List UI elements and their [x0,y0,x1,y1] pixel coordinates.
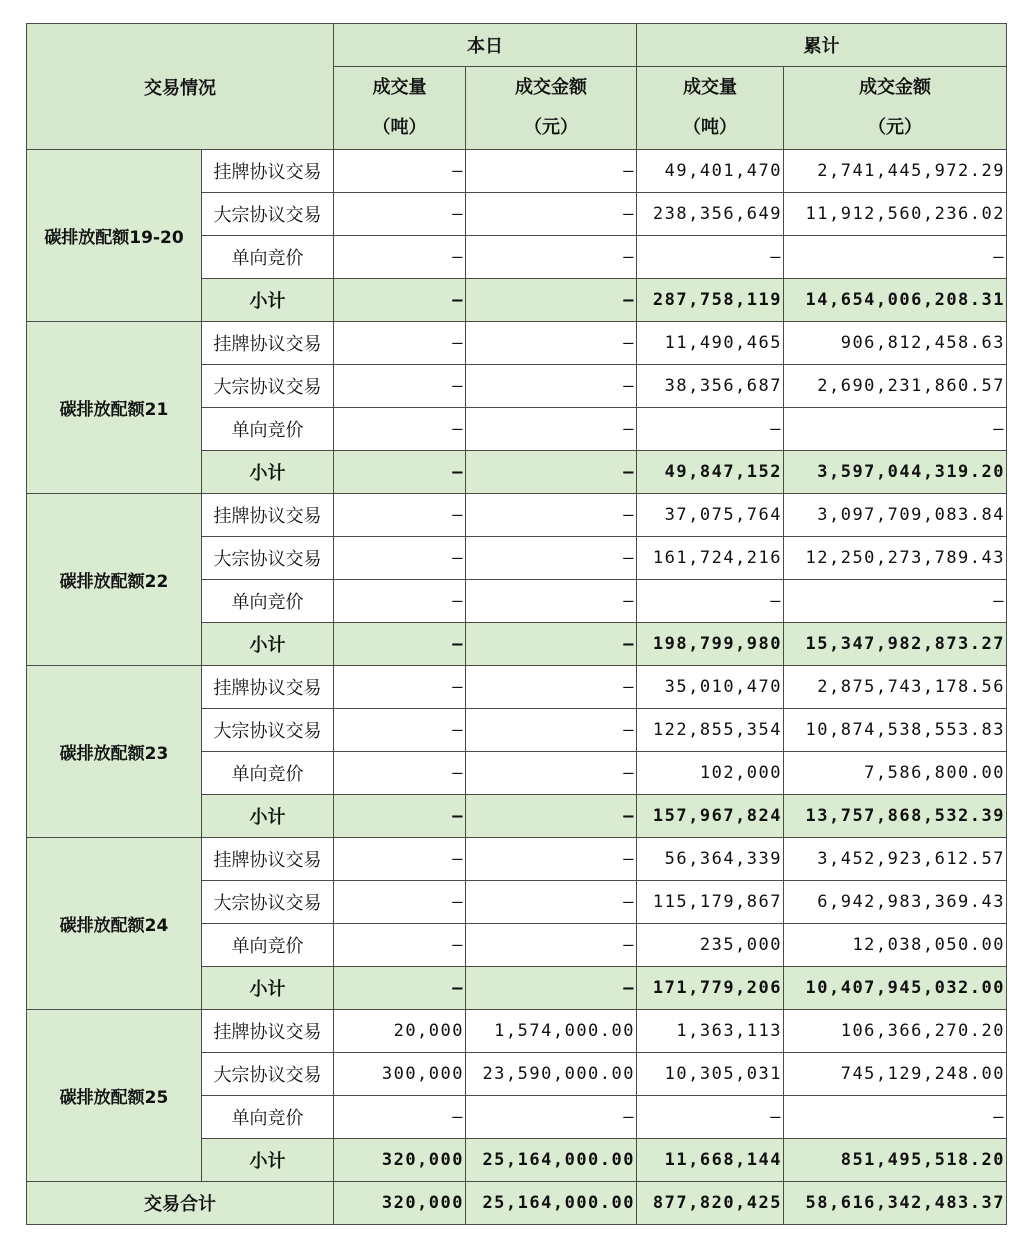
cumulative-amount-cell: 106,366,270.20 [784,1010,1007,1053]
header-amount-unit: （元） [524,117,578,138]
today-amount-cell: – [466,150,637,193]
cumulative-volume-cell: 122,855,354 [637,709,784,752]
trade-type: 大宗协议交易 [202,1053,334,1096]
cumulative-volume-cell: – [637,1096,784,1139]
cumulative-volume-cell: 1,363,113 [637,1010,784,1053]
trade-type: 挂牌协议交易 [202,494,334,537]
group-name: 碳排放配额24 [27,838,202,1010]
today-volume-cell: – [334,494,466,537]
table-body [27,150,1007,1182]
group-name: 碳排放配额19-20 [27,150,202,322]
table-row [27,1010,1007,1053]
today-volume-cell: – [334,924,466,967]
cumulative-volume-cell: 35,010,470 [637,666,784,709]
today-amount-cell: – [466,666,637,709]
cumulative-volume-cell: 238,356,649 [637,193,784,236]
today-volume-cell: – [334,967,466,1010]
header-volume-label: 成交量 [683,77,737,98]
cumulative-volume-cell: 157,967,824 [637,795,784,838]
cumulative-amount-cell: 906,812,458.63 [784,322,1007,365]
header-amount-label: 成交金额 [859,77,931,98]
cumulative-volume-cell: 235,000 [637,924,784,967]
header-today-volume [334,67,466,150]
today-volume-cell: – [334,881,466,924]
today-volume-cell: 320,000 [334,1139,466,1182]
cumulative-amount-cell: 11,912,560,236.02 [784,193,1007,236]
header-volume-unit: （吨） [372,117,427,138]
today-amount-cell: – [466,236,637,279]
cumulative-amount-cell: 2,741,445,972.29 [784,150,1007,193]
trade-type: 单向竞价 [202,236,334,279]
today-amount-cell: – [466,193,637,236]
trade-type: 挂牌协议交易 [202,838,334,881]
cumulative-volume-cell: 49,847,152 [637,451,784,494]
group-name: 碳排放配额22 [27,494,202,666]
cumulative-amount-cell: 14,654,006,208.31 [784,279,1007,322]
today-volume-cell: – [334,1096,466,1139]
header-volume-label: 成交量 [372,77,427,98]
trade-type: 单向竞价 [202,408,334,451]
today-amount-cell: – [466,537,637,580]
header-amount-unit: （元） [868,117,922,138]
cumulative-volume-cell: 115,179,867 [637,881,784,924]
today-volume-cell: – [334,150,466,193]
group-name: 碳排放配额25 [27,1010,202,1182]
total-today-amount: 25,164,000.00 [466,1182,637,1225]
cumulative-amount-cell: 745,129,248.00 [784,1053,1007,1096]
cumulative-volume-cell: 56,364,339 [637,838,784,881]
today-volume-cell: – [334,580,466,623]
header-today: 本日 [334,24,637,67]
today-amount-cell: – [466,752,637,795]
cumulative-volume-cell: – [637,408,784,451]
table-row [27,494,1007,537]
total-cumulative-volume: 877,820,425 [637,1182,784,1225]
cumulative-amount-cell: 7,586,800.00 [784,752,1007,795]
cumulative-volume-cell: 161,724,216 [637,537,784,580]
today-volume-cell: – [334,236,466,279]
cumulative-amount-cell: 10,407,945,032.00 [784,967,1007,1010]
subtotal-label: 小计 [202,623,334,666]
trade-type: 大宗协议交易 [202,537,334,580]
header-cumulative-volume [637,67,784,150]
subtotal-label: 小计 [202,451,334,494]
cumulative-volume-cell: 171,779,206 [637,967,784,1010]
cumulative-amount-cell: – [784,1096,1007,1139]
cumulative-volume-cell: 198,799,980 [637,623,784,666]
today-amount-cell: 23,590,000.00 [466,1053,637,1096]
cumulative-volume-cell: 287,758,119 [637,279,784,322]
cumulative-amount-cell: 12,038,050.00 [784,924,1007,967]
cumulative-volume-cell: 49,401,470 [637,150,784,193]
today-volume-cell: – [334,365,466,408]
today-amount-cell: – [466,795,637,838]
today-amount-cell: – [466,494,637,537]
trade-type: 单向竞价 [202,752,334,795]
cumulative-amount-cell: 10,874,538,553.83 [784,709,1007,752]
table-row [27,150,1007,193]
subtotal-label: 小计 [202,967,334,1010]
today-volume-cell: – [334,322,466,365]
trade-type: 挂牌协议交易 [202,322,334,365]
table-row [27,322,1007,365]
cumulative-volume-cell: 38,356,687 [637,365,784,408]
today-volume-cell: – [334,193,466,236]
today-amount-cell: 1,574,000.00 [466,1010,637,1053]
table-title: 交易情况 [27,24,334,150]
cumulative-amount-cell: 12,250,273,789.43 [784,537,1007,580]
today-amount-cell: – [466,451,637,494]
subtotal-label: 小计 [202,279,334,322]
today-amount-cell: – [466,279,637,322]
today-amount-cell: 25,164,000.00 [466,1139,637,1182]
total-label: 交易合计 [27,1182,334,1225]
cumulative-amount-cell: – [784,580,1007,623]
cumulative-volume-cell: 11,668,144 [637,1139,784,1182]
cumulative-amount-cell: 3,452,923,612.57 [784,838,1007,881]
trade-type: 单向竞价 [202,924,334,967]
cumulative-volume-cell: 102,000 [637,752,784,795]
today-volume-cell: – [334,451,466,494]
today-volume-cell: – [334,666,466,709]
cumulative-amount-cell: 15,347,982,873.27 [784,623,1007,666]
today-amount-cell: – [466,924,637,967]
trade-type: 大宗协议交易 [202,193,334,236]
total-cumulative-amount: 58,616,342,483.37 [784,1182,1007,1225]
today-amount-cell: – [466,881,637,924]
today-volume-cell: – [334,795,466,838]
cumulative-volume-cell: 11,490,465 [637,322,784,365]
today-volume-cell: 300,000 [334,1053,466,1096]
cumulative-amount-cell: 2,875,743,178.56 [784,666,1007,709]
trade-type: 挂牌协议交易 [202,150,334,193]
today-amount-cell: – [466,967,637,1010]
header-today-amount [466,67,637,150]
today-volume-cell: – [334,623,466,666]
cumulative-amount-cell: 3,597,044,319.20 [784,451,1007,494]
header-row-periods [27,24,1007,67]
cumulative-volume-cell: – [637,580,784,623]
today-amount-cell: – [466,322,637,365]
total-row [27,1182,1007,1225]
cumulative-amount-cell: 851,495,518.20 [784,1139,1007,1182]
group-name: 碳排放配额21 [27,322,202,494]
today-amount-cell: – [466,709,637,752]
trade-type: 单向竞价 [202,580,334,623]
today-volume-cell: – [334,279,466,322]
today-volume-cell: – [334,709,466,752]
header-amount-label: 成交金额 [515,77,587,98]
cumulative-volume-cell: – [637,236,784,279]
header-volume-unit: （吨） [683,117,737,138]
cumulative-amount-cell: 6,942,983,369.43 [784,881,1007,924]
subtotal-label: 小计 [202,795,334,838]
today-amount-cell: – [466,365,637,408]
cumulative-amount-cell: 2,690,231,860.57 [784,365,1007,408]
table-row [27,666,1007,709]
group-name: 碳排放配额23 [27,666,202,838]
today-volume-cell: 20,000 [334,1010,466,1053]
subtotal-label: 小计 [202,1139,334,1182]
trade-type: 大宗协议交易 [202,365,334,408]
cumulative-volume-cell: 37,075,764 [637,494,784,537]
today-amount-cell: – [466,1096,637,1139]
header-cumulative: 累计 [637,24,1007,67]
cumulative-amount-cell: – [784,236,1007,279]
trade-type: 大宗协议交易 [202,709,334,752]
trade-type: 挂牌协议交易 [202,1010,334,1053]
today-amount-cell: – [466,580,637,623]
cumulative-amount-cell: – [784,408,1007,451]
header-cumulative-amount [784,67,1007,150]
total-today-volume: 320,000 [334,1182,466,1225]
cumulative-amount-cell: 3,097,709,083.84 [784,494,1007,537]
trade-type: 挂牌协议交易 [202,666,334,709]
cumulative-amount-cell: 13,757,868,532.39 [784,795,1007,838]
today-volume-cell: – [334,838,466,881]
cumulative-volume-cell: 10,305,031 [637,1053,784,1096]
today-amount-cell: – [466,838,637,881]
today-volume-cell: – [334,752,466,795]
trade-type: 大宗协议交易 [202,881,334,924]
today-volume-cell: – [334,537,466,580]
trading-summary-table [26,23,1007,1225]
today-volume-cell: – [334,408,466,451]
today-amount-cell: – [466,623,637,666]
table-row [27,838,1007,881]
today-amount-cell: – [466,408,637,451]
trade-type: 单向竞价 [202,1096,334,1139]
